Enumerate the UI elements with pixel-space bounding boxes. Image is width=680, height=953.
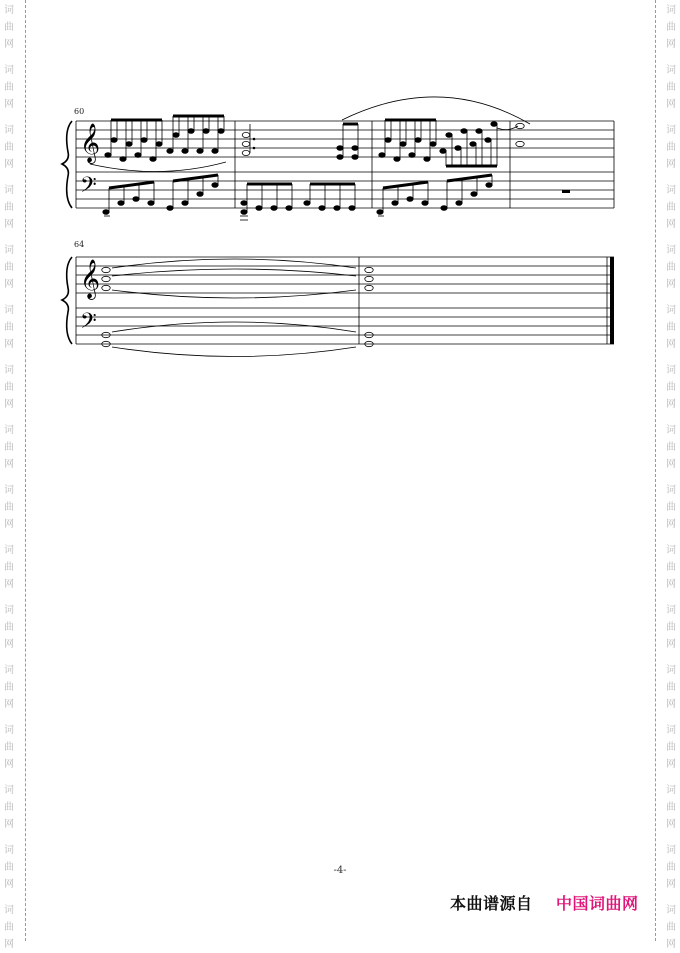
- watermark-char: 词: [4, 305, 14, 316]
- watermark-char: 曲: [666, 262, 676, 273]
- watermark-char: 词: [666, 725, 676, 736]
- watermark-char: 词: [666, 185, 676, 196]
- watermark-char: 曲: [666, 142, 676, 153]
- watermark-char: 网: [666, 39, 676, 50]
- measure-number-64: 64: [74, 240, 85, 249]
- watermark-char: 曲: [4, 262, 14, 273]
- watermark-char: 网: [4, 699, 14, 710]
- watermark-char: 曲: [666, 682, 676, 693]
- watermark-char: 曲: [4, 442, 14, 453]
- watermark-char: 网: [666, 879, 676, 890]
- watermark-char: 曲: [666, 862, 676, 873]
- svg-text:𝄞: 𝄞: [80, 259, 101, 299]
- watermark-char: 网: [666, 519, 676, 530]
- watermark-char: 网: [4, 759, 14, 770]
- m64-bass-chord: [102, 332, 110, 346]
- watermark-char: 网: [4, 879, 14, 890]
- watermark-char: 词: [4, 425, 14, 436]
- watermark-char: 曲: [4, 682, 14, 693]
- watermark-char: 词: [666, 845, 676, 856]
- watermark-char: 词: [666, 425, 676, 436]
- watermark-char: 网: [4, 639, 14, 650]
- watermark-char: 词: [4, 245, 14, 256]
- watermark-char: 词: [4, 365, 14, 376]
- watermark-char: 词: [666, 245, 676, 256]
- watermark-char: 词: [4, 125, 14, 136]
- watermark-char: 曲: [666, 202, 676, 213]
- watermark-char: 曲: [666, 442, 676, 453]
- source-site-link[interactable]: 中国词曲网: [556, 894, 639, 913]
- watermark-char: 网: [4, 399, 14, 410]
- watermark-char: 词: [666, 785, 676, 796]
- watermark-char: 网: [666, 819, 676, 830]
- watermark-char: 词: [666, 305, 676, 316]
- watermark-char: 曲: [666, 922, 676, 933]
- watermark-char: 曲: [4, 742, 14, 753]
- watermark-char: 词: [4, 845, 14, 856]
- watermark-char: 曲: [666, 622, 676, 633]
- watermark-char: 曲: [666, 22, 676, 33]
- watermark-char: 词: [4, 185, 14, 196]
- watermark-char: 词: [666, 665, 676, 676]
- watermark-char: 词: [666, 605, 676, 616]
- watermark-char: 曲: [4, 562, 14, 573]
- watermark-char: 网: [666, 339, 676, 350]
- watermark-char: 词: [4, 65, 14, 76]
- watermark-char: 曲: [4, 802, 14, 813]
- watermark-char: 网: [4, 159, 14, 170]
- watermark-char: 词: [666, 485, 676, 496]
- watermark-char: 网: [4, 339, 14, 350]
- watermark-char: 曲: [4, 622, 14, 633]
- m65-treble-chord: [365, 267, 373, 290]
- watermark-char: 曲: [4, 502, 14, 513]
- watermark-char: 词: [4, 725, 14, 736]
- m65-bass-chord: [365, 332, 373, 346]
- watermark-char: 词: [4, 5, 14, 16]
- m62-treble-notes: [379, 122, 497, 162]
- system1-treble-staff: [76, 121, 614, 157]
- watermark-char: 网: [4, 219, 14, 230]
- watermark-char: 网: [4, 459, 14, 470]
- watermark-char: 曲: [666, 802, 676, 813]
- watermark-char: 网: [4, 39, 14, 50]
- watermark-char: 网: [666, 759, 676, 770]
- watermark-char: 曲: [666, 502, 676, 513]
- watermark-char: 词: [4, 785, 14, 796]
- watermark-char: 网: [666, 279, 676, 290]
- m60-treble-notes: [105, 129, 224, 162]
- watermark-char: 网: [666, 579, 676, 590]
- system1-bass-staff: [76, 172, 614, 208]
- watermark-char: 曲: [666, 742, 676, 753]
- svg-text:𝄢: 𝄢: [80, 309, 97, 339]
- watermark-char: 词: [4, 545, 14, 556]
- watermark-char: 曲: [4, 142, 14, 153]
- svg-text:𝄢: 𝄢: [80, 173, 97, 203]
- watermark-char: 网: [4, 519, 14, 530]
- watermark-char: 网: [4, 819, 14, 830]
- watermark-char: 词: [666, 905, 676, 916]
- watermark-char: 曲: [666, 322, 676, 333]
- watermark-char: 词: [666, 125, 676, 136]
- watermark-char: 词: [4, 605, 14, 616]
- watermark-char: 词: [666, 5, 676, 16]
- watermark-char: 曲: [666, 82, 676, 93]
- watermark-char: 词: [4, 905, 14, 916]
- watermark-char: 曲: [4, 22, 14, 33]
- watermark-char: 曲: [4, 862, 14, 873]
- watermark-char: 词: [4, 485, 14, 496]
- watermark-char: 词: [666, 365, 676, 376]
- watermark-char: 网: [4, 579, 14, 590]
- watermark-char: 网: [666, 699, 676, 710]
- watermark-char: 网: [4, 279, 14, 290]
- watermark-char: 曲: [4, 322, 14, 333]
- watermark-char: 网: [666, 159, 676, 170]
- watermark-char: 词: [666, 65, 676, 76]
- watermark-char: 网: [4, 99, 14, 110]
- svg-text:𝄞: 𝄞: [80, 123, 101, 163]
- source-label: 本曲谱源自: [450, 894, 533, 913]
- page-number: -4-: [333, 865, 347, 876]
- watermark-char: 词: [4, 665, 14, 676]
- watermark-char: 网: [666, 459, 676, 470]
- measure-number-60: 60: [74, 107, 85, 116]
- watermark-char: 网: [666, 219, 676, 230]
- watermark-char: 曲: [4, 382, 14, 393]
- watermark-char: 曲: [666, 562, 676, 573]
- watermark-char: 网: [4, 939, 14, 950]
- watermark-char: 曲: [666, 382, 676, 393]
- watermark-char: 曲: [4, 202, 14, 213]
- watermark-char: 网: [666, 399, 676, 410]
- m63-bass-rest: [562, 190, 570, 193]
- m61-treble-notes: [242, 132, 255, 155]
- watermark-char: 网: [666, 939, 676, 950]
- watermark-char: 曲: [4, 922, 14, 933]
- m64-treble-chord: [102, 267, 110, 290]
- watermark-char: 网: [666, 99, 676, 110]
- m61-bass-notes: [241, 201, 355, 215]
- watermark-char: 曲: [4, 82, 14, 93]
- watermark-char: 网: [666, 639, 676, 650]
- watermark-char: 词: [666, 545, 676, 556]
